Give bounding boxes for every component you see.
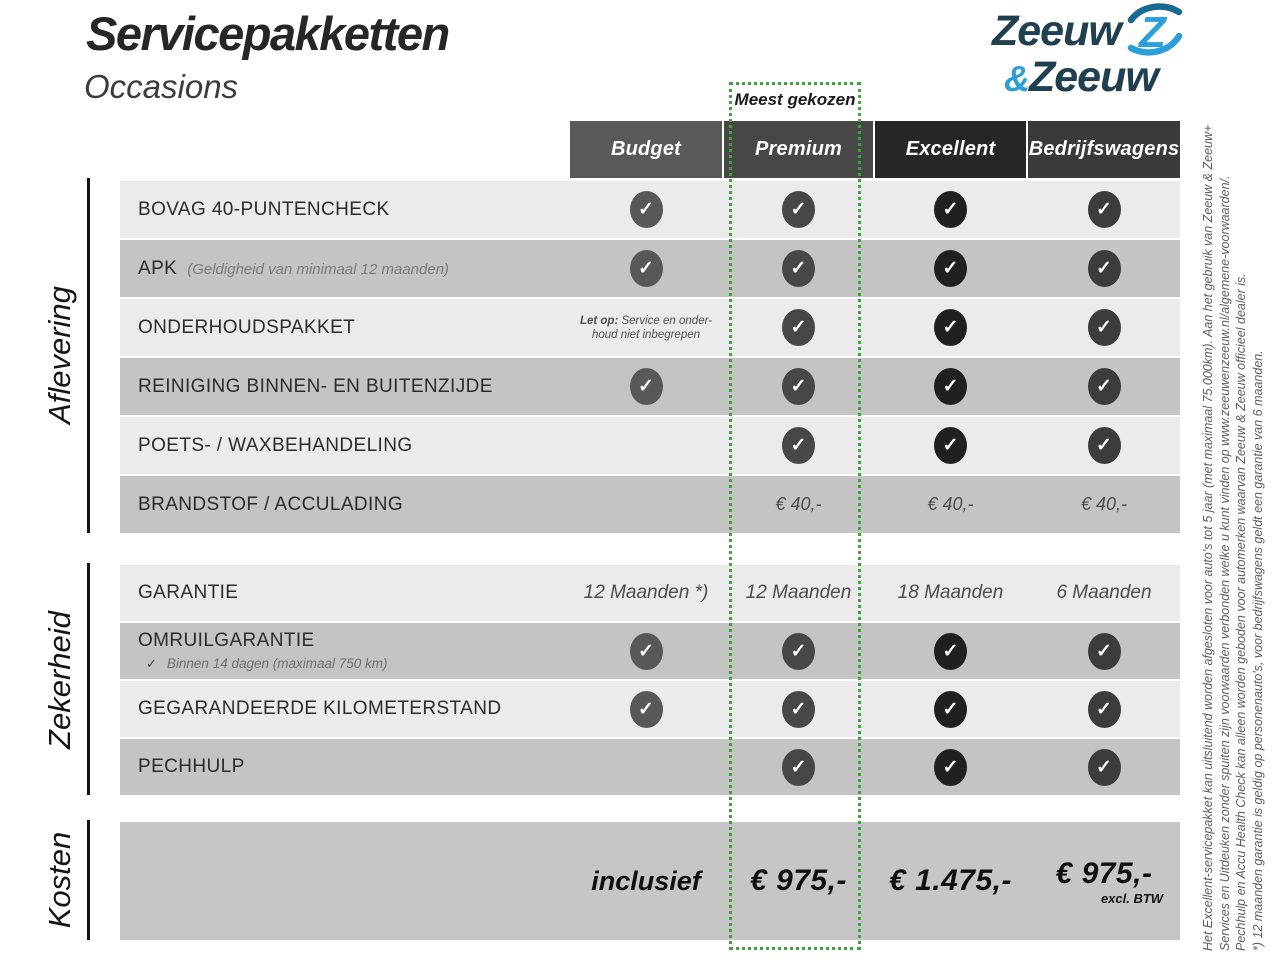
svg-text:Z: Z [1138, 8, 1166, 57]
check-icon: ✓ [782, 691, 815, 728]
note-line2: houd niet inbegrepen [591, 328, 701, 341]
cell-premium [724, 181, 873, 238]
fineprint-line: Het Excellent-servicepakket kan uitsluitend worden afgesloten voor auto's tot 5 jaar (met maximaal 75.000km). Aan het gebruik van Zeeuw & Zeeuw+ [1201, 124, 1215, 951]
cell-value: € 40,- [927, 494, 974, 514]
check-icon: ✓ [1088, 427, 1121, 464]
kosten-value-premium: € 975,- [750, 864, 847, 897]
section-line-aflevering [87, 178, 90, 533]
table-row [120, 181, 1180, 238]
check-icon: ✓ [934, 427, 967, 464]
check-icon: ✓ [782, 250, 815, 287]
fineprint [1200, 124, 1266, 951]
table-row [120, 565, 1180, 621]
cell-excellent [875, 565, 1026, 621]
section-label-kosten: Kosten [42, 831, 77, 929]
check-icon: ✓ [1088, 191, 1121, 228]
check-icon: ✓ [630, 691, 663, 728]
row-label: GEGARANDEERDE KILOMETERSTAND [138, 698, 502, 719]
cell-premium [724, 681, 873, 737]
logo-z-icon [1123, 2, 1185, 58]
row-label: OMRUILGARANTIE [138, 630, 315, 651]
row-label: BRANDSTOF / ACCULADING [138, 493, 403, 515]
row-label-cell [138, 623, 388, 679]
row-sublabel: (Geldigheid van minimaal 12 maanden) [187, 260, 450, 278]
cell-excellent [875, 623, 1026, 679]
cell-premium [724, 476, 873, 533]
cell-budget [570, 476, 722, 533]
kosten-value-budget: inclusief [591, 865, 701, 896]
row-label: PECHHULP [138, 756, 245, 777]
check-icon: ✓ [1088, 368, 1121, 405]
row-label: APK [138, 257, 178, 279]
cell-excellent [875, 739, 1026, 795]
kosten-cell-bedrijfswagens [1028, 822, 1180, 940]
check-icon: ✓ [934, 749, 967, 786]
row-label-cell [138, 299, 355, 356]
table-row [120, 681, 1180, 737]
logo-word-2: Zeeuw [1029, 53, 1158, 101]
cell-bedrijfswagens [1028, 181, 1180, 238]
table-row [120, 358, 1180, 415]
check-icon: ✓ [630, 633, 663, 670]
cell-premium [724, 417, 873, 474]
cell-budget [570, 565, 722, 621]
cell-bedrijfswagens [1028, 476, 1180, 533]
cell-excellent [875, 476, 1026, 533]
cell-budget [570, 299, 722, 356]
cell-excellent [875, 681, 1026, 737]
check-icon: ✓ [1088, 633, 1121, 670]
highlight-label: Meest gekozen [734, 90, 856, 109]
row-label-cell [138, 681, 501, 737]
section-label-zekerheid: Zekerheid [42, 611, 77, 749]
kosten-btw-note: excl. BTW [1100, 890, 1164, 906]
check-icon: ✓ [1088, 749, 1121, 786]
kosten-cell-budget [570, 822, 722, 940]
note-cell [580, 314, 712, 342]
table-row [120, 623, 1180, 679]
section-label-aflevering: Aflevering [42, 286, 77, 424]
cell-premium [724, 565, 873, 621]
check-icon: ✓ [934, 250, 967, 287]
cell-excellent [875, 181, 1026, 238]
fineprint-line: *) 12 maanden garantie is geldig op personenauto's, voor bedrijfswagens geldt een garantie van 6 maanden. [1250, 350, 1265, 951]
brand-logo [992, 8, 1212, 100]
check-icon: ✓ [630, 191, 663, 228]
cell-bedrijfswagens [1028, 240, 1180, 297]
check-icon: ✓ [1088, 309, 1121, 346]
row-label-cell [138, 181, 390, 238]
check-icon: ✓ [782, 309, 815, 346]
cell-premium [724, 299, 873, 356]
cell-bedrijfswagens [1028, 565, 1180, 621]
logo-ampersand: & [1004, 58, 1029, 99]
cell-value: 12 Maanden [745, 582, 852, 603]
row-label-cell [138, 565, 238, 621]
kosten-block [120, 822, 1180, 940]
cell-budget [570, 681, 722, 737]
row-label-cell [138, 240, 449, 297]
cell-excellent [875, 240, 1026, 297]
fineprint-line: Pechhulp en Accu Health Check kan alleen worden geboden voor automerken waarvan Zeeuw & Zeeuw officieel dealer is. [1234, 273, 1248, 951]
column-header-excellent: Excellent [875, 121, 1026, 178]
check-icon: ✓ [934, 191, 967, 228]
check-icon: ✓ [782, 368, 815, 405]
check-icon: ✓ [934, 691, 967, 728]
column-header-premium: Premium [724, 121, 873, 178]
row-label-cell [138, 476, 403, 533]
column-header-budget: Budget [570, 121, 722, 178]
logo-word-1: Zeeuw [992, 7, 1121, 55]
cell-excellent [875, 299, 1026, 356]
cell-budget [570, 623, 722, 679]
kosten-value-excellent: € 1.475,- [889, 864, 1012, 897]
row-label: BOVAG 40-PUNTENCHECK [138, 198, 390, 220]
kosten-value-bedrijfswagens: € 975,- [1055, 856, 1153, 890]
kosten-cell-excellent [875, 822, 1026, 940]
check-icon: ✓ [1088, 691, 1121, 728]
row-label-cell [138, 739, 245, 795]
row-subnote [146, 656, 388, 672]
page-subtitle: Occasions [84, 68, 239, 105]
table-row [120, 476, 1180, 533]
cell-bedrijfswagens [1028, 299, 1180, 356]
check-icon: ✓ [934, 309, 967, 346]
logo-line-2 [1004, 54, 1212, 100]
cell-premium [724, 358, 873, 415]
section-line-kosten [87, 820, 90, 940]
row-label-cell [138, 358, 493, 415]
row-label: GARANTIE [138, 582, 239, 603]
small-check-icon: ✓ [146, 656, 157, 671]
cell-value: 12 Maanden *) [583, 582, 709, 603]
cell-value: 6 Maanden [1056, 582, 1152, 603]
check-icon: ✓ [630, 368, 663, 405]
logo-line-1 [992, 8, 1212, 58]
check-icon: ✓ [782, 633, 815, 670]
row-label: REINIGING BINNEN- EN BUITENZIJDE [138, 375, 493, 397]
cell-budget [570, 739, 722, 795]
table-row [120, 417, 1180, 474]
note-line1: Service en onder- [621, 314, 713, 327]
note-bold: Let op: [579, 314, 619, 327]
cell-premium [724, 240, 873, 297]
cell-budget [570, 240, 722, 297]
table-row [120, 739, 1180, 795]
section-line-zekerheid [87, 563, 90, 795]
check-icon: ✓ [782, 749, 815, 786]
cell-value: 18 Maanden [897, 582, 1004, 603]
cell-budget [570, 358, 722, 415]
table-row [120, 299, 1180, 356]
cell-budget [570, 181, 722, 238]
row-label: POETS- / WAXBEHANDELING [138, 434, 413, 456]
cell-value: € 40,- [775, 494, 822, 514]
kosten-cell-premium [724, 822, 873, 940]
row-subnote-text: Binnen 14 dagen (maximaal 750 km) [166, 656, 388, 671]
column-header-bedrijfswagens: Bedrijfswagens [1028, 121, 1180, 178]
cell-value: € 40,- [1080, 494, 1128, 514]
row-label-cell [138, 417, 413, 474]
page-title: Servicepakketten [86, 7, 449, 60]
cell-bedrijfswagens [1028, 739, 1180, 795]
check-icon: ✓ [630, 250, 663, 287]
cell-bedrijfswagens [1028, 358, 1180, 415]
cell-bedrijfswagens [1028, 417, 1180, 474]
check-icon: ✓ [782, 427, 815, 464]
check-icon: ✓ [934, 368, 967, 405]
cell-excellent [875, 417, 1026, 474]
cell-excellent [875, 358, 1026, 415]
row-label: ONDERHOUDSPAKKET [138, 316, 356, 338]
cell-premium [724, 739, 873, 795]
table-row [120, 240, 1180, 297]
check-icon: ✓ [934, 633, 967, 670]
cell-premium [724, 623, 873, 679]
cell-bedrijfswagens [1028, 623, 1180, 679]
fineprint-line: Services en Uitdeuken zonder spuiten zijn voorwaarden verbonden welke u kunt vinden op www.zeeuwenzeeuw.nl/algemene-voorwaarden/. [1217, 175, 1232, 951]
cell-bedrijfswagens [1028, 681, 1180, 737]
check-icon: ✓ [782, 191, 815, 228]
cell-budget [570, 417, 722, 474]
check-icon: ✓ [1088, 250, 1121, 287]
